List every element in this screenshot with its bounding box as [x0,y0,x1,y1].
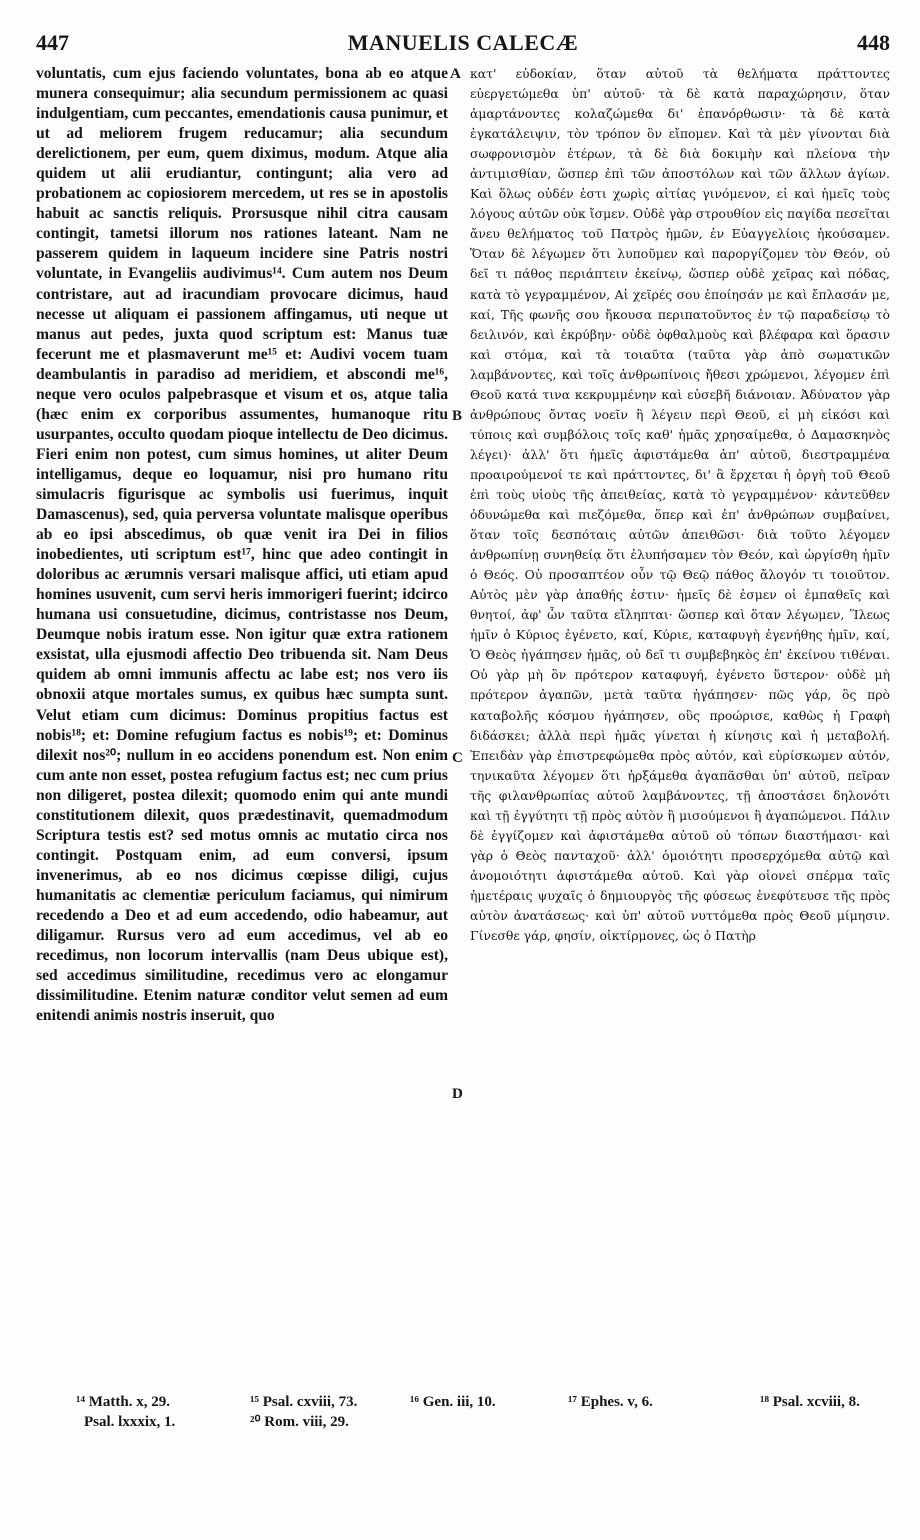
page-number-right: 448 [857,30,890,55]
footnote-20: ²⁰ Rom. viii, 29. [250,1414,349,1430]
footnote-19: Psal. lxxxix, 1. [84,1414,176,1430]
page-number-left: 447 [36,30,69,55]
running-title: MANUELIS CALECÆ [347,30,579,55]
footnotes [60,1392,890,1432]
greek-text: κατ' εὐδοκίαν, ὅταν αὐτοῦ τὰ θελήματα πράττοντες εὐεργετώμεθα ὑπ' αὐτοῦ· τὰ δὲ κατὰ παραχώρησιν, ὅταν ἁμαρτάνοντες κολαζώμεθα δι' ἐπανόρθωσιν· τὰ δὲ κατὰ ἐγκατάλειψιν, τὸν τρόπον ὃν εἴπομεν. Καὶ τὰ μὲν γίνονται διὰ σωφρονισμὸν ἑτέρων, τὰ δὲ διὰ δοκιμὴν καὶ πλείονα τὴν ἀντιμισθίαν, ὥσπερ ἐπὶ τῶν ἀποστόλων καὶ τῶν ἄλλων ἁγίων. Καὶ ὅλως οὐδέν ἐστι χωρὶς αἰτίας γινόμενον, εἰ καὶ ἡμεῖς τοὺς λόγους αὐτῶν οὐκ ἴσμεν. Οὐδὲ γὰρ στρουθίον εἰς παγίδα πεσεῖται ἄνευ θελήματος τοῦ Πατρὸς ἡμῶν, ἐν Εὐαγγελίοις ἠκούσαμεν. Ὅταν δὲ λέγωμεν ὅτι λυποῦμεν καὶ παροργίζομεν τὸν Θεόν, οὐ δεῖ τι πάθος περιάπτειν ἐκείνῳ, ὥσπερ οὐδὲ χεῖρας καὶ πόδας, κατὰ τὸ γεγραμμένον, Αἱ χεῖρές σου ἐποίησάν με καὶ ἔπλασάν με, καί, Τῆς φωνῆς σου ἤκουσα περιπατοῦντος ἐν τῷ παραδείσῳ τὸ δειλινόν, καὶ ἐκρύβην· οὐδὲ ὀφθαλμοὺς καὶ βλέφαρα καὶ ὅρασιν καὶ στόμα, καὶ τὰ τοιαῦτα (ταῦτα γὰρ ἀπὸ σωματικῶν λαμβάνοντες, καὶ τοῖς ἀνθρωπίνοις ἤθεσι χρώμενοι, λέγομεν ἐπὶ Θεοῦ κατά τινα κεκρυμμένην καὶ εὐσεβῆ διάνοιαν. Ἀδύνατον γὰρ ἀνθρώπους ὄντας νοεῖν ἢ λέγειν περὶ Θεοῦ, εἰ μὴ εἰκόσι καὶ τύποις καὶ συμβόλοις τοῖς καθ' ἡμᾶς χρησαίμεθα, ὁ Δαμασκηνὸς λέγει)· ἀλλ' ὅτι ἡμεῖς ἀφιστάμεθα ἀπ' αὐτοῦ, διεστραμμένα προαιρούμενοί τε καὶ πράττοντες, δι' ἃ ἔρχεται ἡ ὀργὴ τοῦ Θεοῦ ἐπὶ τοὺς υἱοὺς τῆς ἀπειθείας, κατὰ τὸ γεγραμμένον· κἀντεῦθεν ὀδυνώμεθα καὶ πιεζόμεθα, ὅπερ καὶ ἐπ' ἀνθρώπων συμβαίνει, ὅταν τοῖς δεσπόταις αὐτῶν ἀπειθῶσι· διὰ τοῦτο λέγομεν ἀνθρωπίνῃ συνηθείᾳ ὅτι ἐλυπήσαμεν τὸν Θεόν, καὶ ὠργίσθη ἡμῖν ὁ Θεός. Οὐ προσαπτέον οὖν τῷ Θεῷ πάθος ἄλογόν τι τοιοῦτον. Αὐτὸς μὲν γὰρ ἀπαθής ἐστιν· ἡμεῖς δὲ ἐσμεν οἱ ἐμπαθεῖς καὶ θνητοί, ἀφ' ὧν ταῦτα εἴληπται· ὥσπερ καὶ ὅταν λέγωμεν, Ἵλεως ἡμῖν ὁ Κύριος ἐγένετο, καί, Κύριε, καταφυγὴ ἐγενήθης ἡμῖν, καί, Ὁ Θεὸς ἠγάπησεν ἡμᾶς, οὐ δεῖ τι συμβεβηκὸς ἐπ' ἐκείνου τιθέναι. Οὐ γὰρ μὴ ὂν πρότερον καταφυγή, ἐγένετο ὕστερον· οὐδὲ μὴ πρότερον ἀγαπῶν, μετὰ ταῦτα ἠγάπησεν· πῶς γάρ, ὃς πρὸ καταβολῆς κόσμου ἠγάπησεν, οὓς προώρισε, καθὼς ἡ Γραφὴ διδάσκει; ἀλλὰ περὶ ἡμᾶς γίνεται ἡ κίνησις καὶ ἡ μεταβολή. Ἐπειδὰν γὰρ ἐπιστρεφώμεθα πρὸς αὐτόν, καὶ εὑρίσκωμεν αὐτόν, τηνικαῦτα λέγομεν ὅτι ἠρξάμεθα ἀγαπᾶσθαι ὑπ' αὐτοῦ, πεῖραν τῆς φιλανθρωπίας αὐτοῦ λαμβάνοντες, τῇ ἀποστάσει δηλονότι καὶ τῇ ἐγγύτητι τῇ πρὸς αὐτὸν ἢ μισούμενοι ἢ ἀγαπώμενοι. Πάλιν δὲ ἐγγίζομεν καὶ ἀφιστάμεθα αὐτοῦ οὐ τόπων διαστήμασι· καὶ γὰρ ὁ Θεὸς πανταχοῦ· ἀλλ' ὁμοιότητι προσερχόμεθα αὐτῷ καὶ ἀνομοιότητι ἀφιστάμεθα αὐτοῦ. Καὶ γὰρ οἱονεὶ σπέρμα ταῖς ἡμετέραις ψυχαῖς ὁ δημιουργὸς τῆς φύσεως ἐνεφύτευσε τῆς πρὸς αὐτὸν ἀνατάσεως· καὶ ὑπ' αὐτοῦ νυττόμεθα πρὸς Θεοῦ μίμησιν. Γίνεσθε γάρ, φησίν, οἰκτίρμονες, ὡς ὁ Πατὴρ [470,66,890,944]
footnote-17: ¹⁷ Ephes. v, 6. [568,1394,653,1410]
footnote-row [60,1412,890,1432]
page-header [36,30,890,60]
latin-column [36,64,448,1379]
footnote-row [60,1392,890,1412]
footnote-18: ¹⁸ Psal. xcviii, 8. [760,1394,860,1410]
footnote-16: ¹⁶ Gen. iii, 10. [410,1394,496,1410]
margin-letter-b: B [452,408,463,424]
footnote-14: ¹⁴ Matth. x, 29. [76,1394,170,1410]
margin-letter-d: D [452,1086,463,1102]
footnote-15: ¹⁵ Psal. cxviii, 73. [250,1394,358,1410]
latin-text: voluntatis, cum ejus faciendo voluntates, bona ab eo atque munera consequimur; alia secundum permissionem ac quasi indulgentiam, cum peccantes, emendationis causa punimur, et ut ad meliorem frugem reducamur; alia secundum derelictionem, per eum, quem diximus, modum. Atque alia quidem ut alii erudiantur, contingunt; alia vero ad probationem ac copiosiorem mercedem, ut res se in apostolis habuit ac sanctis reliquis. Prorsusque nihil citra causam contingit, tametsi illorum nos rationes lateant. Nam ne passerem quidem in laqueum incidere sine Patris nostri voluntate, in Evangeliis audivimus¹⁴. Cum autem nos Deum contristare, aut ad iracundiam provocare dicimus, haud necesse ut aliquam ei passionem affingamus, uti neque ut manus aut pedes, juxta quod scriptum est: Manus tuæ fecerunt me et plasmaverunt me¹⁵ et: Audivi vocem tuam deambulantis in paradiso ad meridiem, et abscondi me¹⁶, neque vero oculos palpebrasque et visum et os, atque talia (hæc enim ex corporibus assumentes, humanoque ritu usurpantes, occulto quodam pioque intellectu de Deo dicimus. Fieri enim non potest, cum simus homines, ut aliter Deum intelligamus, deque eo loquamur, nisi pro humano ritu simulacris figurisque ac symbolis usi fuerimus, inquit Damascenus), sed, quia perversa voluntate malisque operibus ab eo ipsi abscedimus, ob quæ venit ira Dei in filios inobedientes, uti scriptum est¹⁷, hinc que adeo contingit in doloribus ac ærumnis versari malisque affici, uti etiam apud homines usuvenit, cum servi heris immorigeri fuerint; idcirco humana usi consuetudine, dicimus, contristasse nos Deum, Deumque nobis iratum esse. Non igitur quæ extra rationem exsistat, ulla ejusmodi affectio Deo tribuenda sit. Nam Deus quidem ab omni immunis affectu ac labe est; nos vero iis obnoxii atque mortales sumus, ex quibus hæc sumpta sunt. Velut etiam cum dicimus: Dominus propitius factus est nobis¹⁸; et: Domine refugium factus es nobis¹⁹; et: Dominus dilexit nos²⁰; nullum in eo accidens ponendum est. Non enim cum ante non esset, postea refugium factus est; nec cum prius non diligeret, postea dilexit; quomodo enim qui ante mundi constitutionem dilexit, quos prædestinavit, quemadmodum Scriptura testis est? sed motus omnis ac mutatio circa nos contingit. Postquam enim, ad eum conversi, ipsum invenerimus, ab eo nos dicimus cœpisse diligi, cujus humanitatis ac clementiæ periculum faciamus, qui nimirum recedendo a Deo et ad eum accedendo, odio habeamur, aut diligamur. Rursus vero ad eum accedimus, vel ab eo recedimus, non locorum intervallis (nam Deus ubique est), sed accedimus similitudine, recedimus vero ac elongamur dissimilitudine. Etenim naturæ conditor velut semen ad eum enitendi animis nostris inseruit, quo [36,65,448,1025]
greek-column [470,64,890,1379]
margin-letter-c: C [452,750,463,766]
margin-letter-a: A [450,66,461,82]
